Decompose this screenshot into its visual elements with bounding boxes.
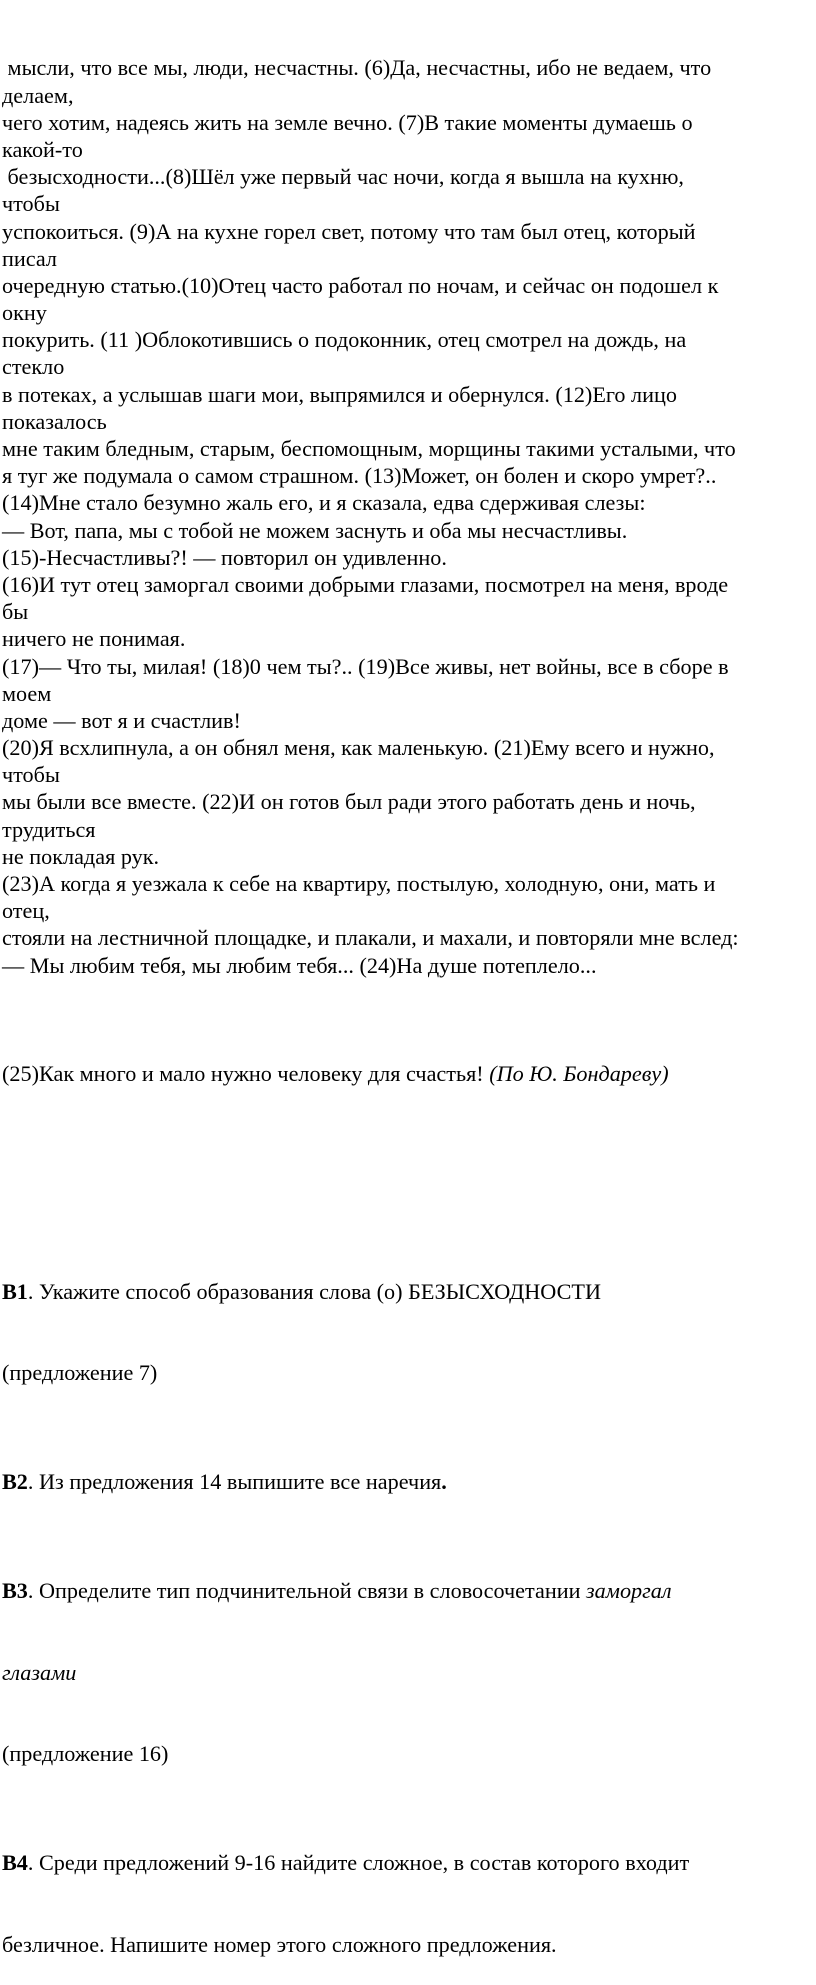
question-b3-line2 [2, 1659, 816, 1686]
question-b3-label: В3 [2, 1577, 28, 1603]
text-line: я туг же подумала о самом страшном. (13)Может, он болен и скоро умрет?.. [2, 463, 717, 489]
text-line: чего хотим, надеясь жить на земле вечно. (7)В такие моменты думаешь о [2, 109, 693, 135]
text-line: безысходности...(8)Шёл уже первый час ночи, когда я вышла на кухню, [2, 164, 684, 190]
text-line: успокоиться. (9)А на кухне горел свет, потому что там был отец, который [2, 218, 696, 244]
question-b4-text: . Среди предложений 9-16 найдите сложное, в состав которого входит [27, 1849, 690, 1875]
question-b2 [2, 1468, 816, 1495]
text-line: чтобы [2, 762, 60, 788]
text-line: (20)Я всхлипнула, а он обнял меня, как маленькую. (21)Ему всего и нужно, [2, 735, 715, 761]
text-line: мысли, что все мы, люди, несчастны. (6)Да, несчастны, ибо не ведаем, что [2, 55, 712, 81]
question-b3-phrase-part1: заморгал [586, 1577, 672, 1603]
text-line: писал [2, 245, 57, 271]
text-line: трудиться [2, 816, 96, 842]
text-line: — Вот, папа, мы с тобой не можем заснуть и оба мы несчастливы. [2, 517, 628, 543]
question-b3-sentence-ref: (предложение 16) [2, 1741, 169, 1767]
question-b1-line2 [2, 1359, 816, 1386]
text-line: (17)— Что ты, милая! (18)0 чем ты?.. (19)Все живы, нет войны, все в сборе в [2, 653, 729, 679]
question-b4-label: В4 [2, 1849, 28, 1875]
text-line: (14)Мне стало безумно жаль его, и я сказала, едва сдерживая слезы: [2, 490, 646, 516]
text-line: (16)И тут отец заморгал своими добрыми глазами, посмотрел на меня, вроде [2, 571, 729, 597]
final-sentence [2, 1060, 816, 1087]
question-b3-phrase-part2: глазами [2, 1659, 77, 1685]
text-line: отец, [2, 898, 50, 924]
text-line: стояли на лестничной площадке, и плакали, и махали, и повторяли мне вслед: [2, 925, 739, 951]
question-b4-text-line2: безличное. Напишите номер этого сложного предложения. [2, 1931, 557, 1957]
question-b3 [2, 1577, 816, 1604]
question-b3-text: . Определите тип подчинительной связи в словосочетании [27, 1577, 587, 1603]
question-b1-text: . Укажите способ образования слова (о) БЕЗЫСХОДНОСТИ [27, 1278, 601, 1304]
text-line: в потеках, а услышав шаги мои, выпрямился и обернулся. (12)Его лицо [2, 381, 677, 407]
spacer [2, 1169, 816, 1196]
text-line: моем [2, 680, 52, 706]
question-b2-text: . Из предложения 14 выпишите все наречия [27, 1469, 442, 1495]
text-line: не покладая рук. [2, 843, 160, 869]
question-b1-label: В1 [2, 1278, 28, 1304]
text-line: мы были все вместе. (22)И он готов был ради этого работать день и ночь, [2, 789, 696, 815]
question-b1-sentence-ref: (предложение 7) [2, 1360, 158, 1386]
text-line: (23)А когда я уезжала к себе на квартиру, постылую, холодную, они, мать и [2, 871, 716, 897]
story-text [2, 54, 816, 978]
text-line: стекло [2, 354, 65, 380]
question-b1 [2, 1278, 816, 1305]
text-line: бы [2, 599, 29, 625]
text-line: окну [2, 300, 47, 326]
question-b2-label: В2 [2, 1469, 28, 1495]
text-line: доме — вот я и счастлив! [2, 707, 241, 733]
question-b3-line3 [2, 1740, 816, 1767]
final-sentence-text: (25)Как много и мало нужно человеку для счастья! [2, 1061, 490, 1087]
text-line: чтобы [2, 191, 60, 217]
text-line: — Мы любим тебя, мы любим тебя... (24)На душе потеплело... [2, 952, 597, 978]
question-b2-period: . [441, 1469, 447, 1495]
text-line: ничего не понимая. [2, 626, 186, 652]
text-line: делаем, [2, 82, 74, 108]
text-line: (15)-Несчастливы?! — повторил он удивленно. [2, 544, 447, 570]
question-b4-line2 [2, 1931, 816, 1958]
text-line: очередную статью.(10)Отец часто работал по ночам, и сейчас он подошел к [2, 272, 719, 298]
author-attribution: (По Ю. Бондареву) [489, 1061, 669, 1087]
text-line: какой-то [2, 136, 83, 162]
text-line: покурить. (11 )Облокотившись о подоконник, отец смотрел на дождь, на [2, 327, 687, 353]
text-line: показалось [2, 408, 107, 434]
question-b4 [2, 1849, 816, 1876]
text-line: мне таким бледным, старым, беспомощным, морщины такими усталыми, что [2, 436, 736, 462]
